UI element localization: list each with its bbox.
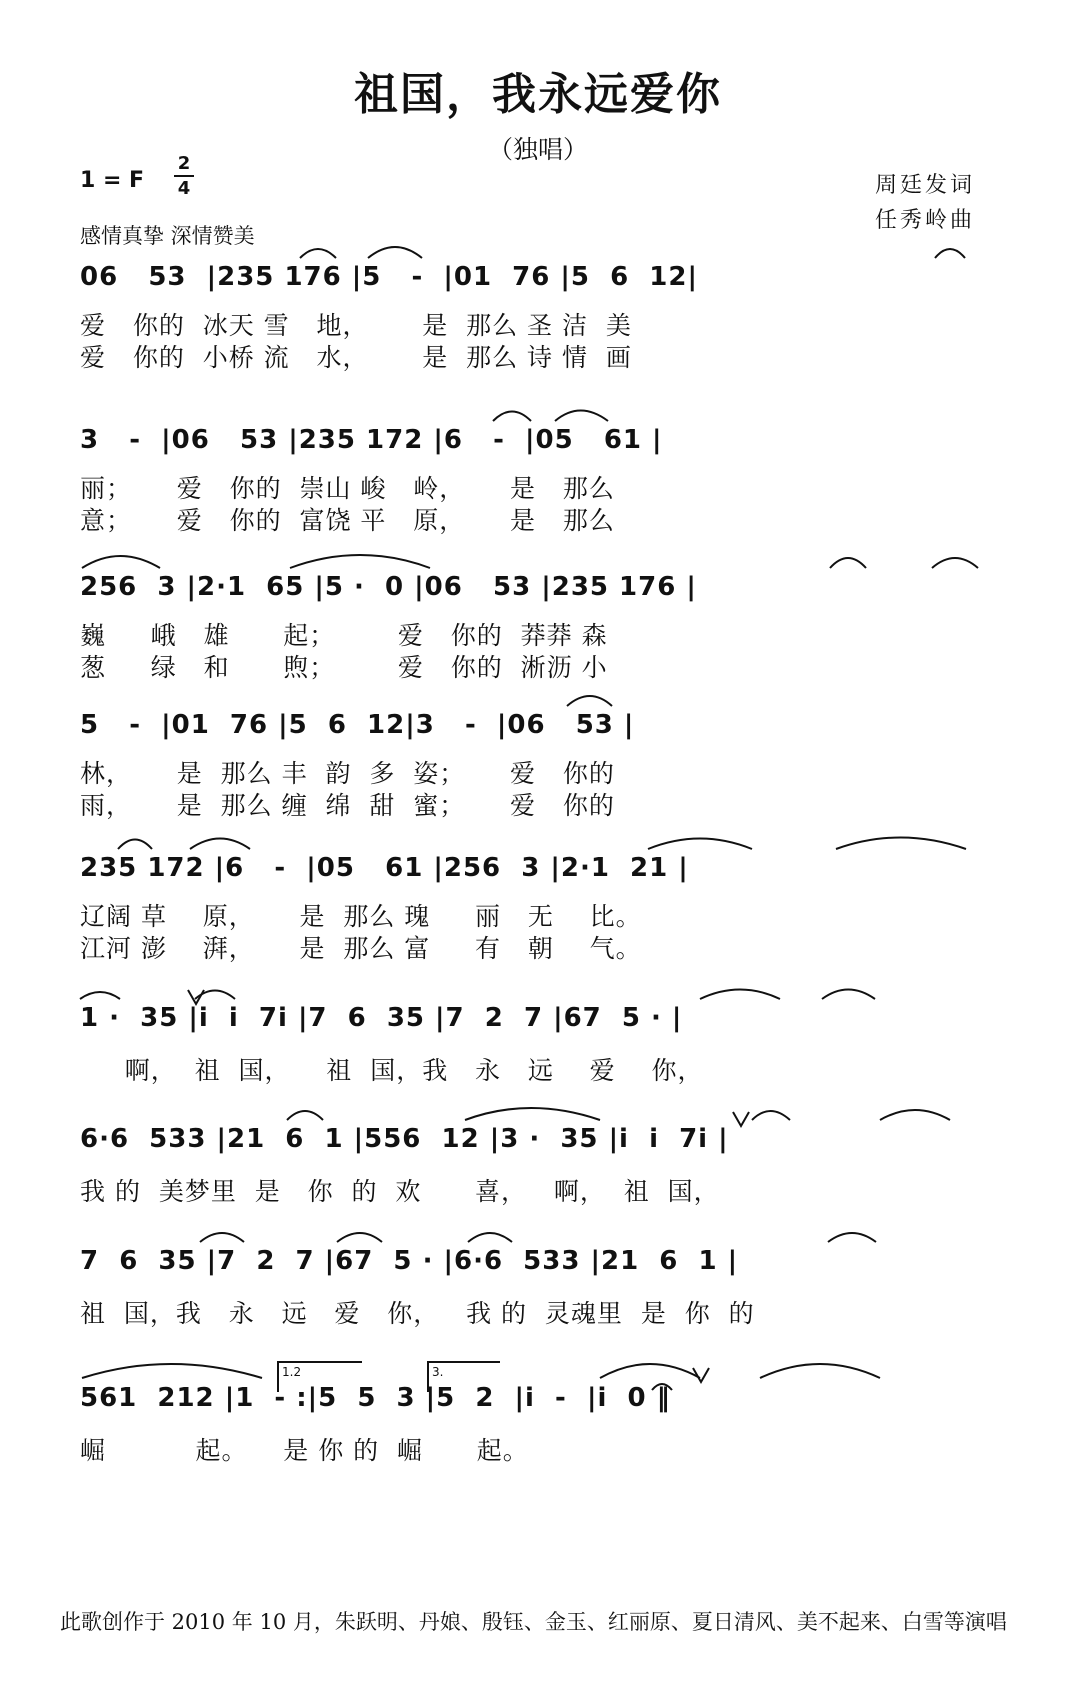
- slur: [932, 558, 978, 568]
- composer-credit: 任秀岭曲: [875, 208, 976, 233]
- slur: [80, 992, 120, 999]
- notation-row: 1 · 35 |i i 7i |7 6 35 |7 2 7 |67 5 · |: [80, 1003, 683, 1033]
- slur: [822, 990, 875, 1000]
- notation-row: 235 172 |6 - |05 61 |256 3 |2·1 21 |: [80, 853, 689, 883]
- lyric-verse-1: 辽阔 草 原， 是 那么 瑰 丽 无 比。: [80, 902, 642, 931]
- lyric-verse-1: 崛 起。 是 你 的 崛 起。: [80, 1436, 529, 1465]
- volta-label: 3.: [432, 1365, 444, 1379]
- footnote: 此歌创作于 2010 年 10 月，朱跃明、丹娘、殷钰、金玉、红丽原、夏日清风、美不起来、白雪等演唱: [60, 1610, 1007, 1634]
- lyric-verse-2: 爱 你的 小桥 流 水， 是 那么 诗 情 画: [80, 343, 632, 372]
- slur: [290, 555, 430, 568]
- notation-row: 561 212 |1 - :|5 5 3 |5 2 |i - |i 0 ‖: [80, 1383, 671, 1413]
- slur: [555, 411, 608, 422]
- notation-row: 7 6 35 |7 2 7 |67 5 · |6·6 533 |21 6 1 |: [80, 1246, 739, 1276]
- volta-label: 1.2: [282, 1365, 302, 1379]
- notation-row: 6·6 533 |21 6 1 |556 12 |3 · 35 |i i 7i |: [80, 1124, 729, 1154]
- breath-mark: [733, 1112, 749, 1126]
- slur: [368, 247, 422, 258]
- lyric-verse-1: 啊， 祖 国， 祖 国，我 永 远 爱 你，: [80, 1056, 704, 1085]
- lyric-verse-1: 我 的 美梦里 是 你 的 欢 喜， 啊， 祖 国，: [80, 1177, 720, 1206]
- slur: [760, 1364, 880, 1378]
- slur: [468, 1233, 512, 1242]
- slur: [287, 1111, 323, 1120]
- song-title: 祖国，我永远爱你: [354, 69, 722, 120]
- slur: [465, 1108, 600, 1120]
- lyric-verse-2: 江河 澎 湃， 是 那么 富 有 朝 气。: [80, 934, 642, 963]
- slur: [830, 558, 866, 568]
- slur: [82, 556, 160, 568]
- lyric-verse-2: 雨， 是 那么 缠 绵 甜 蜜； 爱 你的: [80, 791, 615, 820]
- song-subtitle: （独唱）: [487, 135, 588, 164]
- slur: [337, 1233, 382, 1242]
- lyric-verse-1: 巍 峨 雄 起； 爱 你的 莽莽 森: [80, 621, 608, 650]
- lyric-verse-1: 丽； 爱 你的 崇山 峻 岭， 是 那么: [80, 474, 615, 503]
- time-signature-top: 2: [177, 153, 191, 174]
- notation-row: 3 - |06 53 |235 172 |6 - |05 61 |: [80, 425, 663, 455]
- fermata: [652, 1384, 672, 1390]
- notation-row: 256 3 |2·1 65 |5 · 0 |06 53 |235 176 |: [80, 572, 697, 602]
- slur: [700, 990, 780, 1000]
- slur: [752, 1111, 790, 1120]
- tempo-marking: 感情真挚 深情赞美: [80, 224, 255, 248]
- lyric-verse-2: 葱 绿 和 煦； 爱 你的 淅沥 小: [80, 653, 608, 682]
- slur: [935, 249, 965, 258]
- lyric-verse-1: 祖 国，我 永 远 爱 你， 我 的 灵魂里 是 你 的: [80, 1299, 755, 1328]
- slur: [567, 696, 612, 706]
- slur: [600, 1364, 700, 1378]
- slur: [648, 839, 752, 850]
- slur: [200, 1233, 244, 1242]
- slur: [880, 1110, 950, 1120]
- lyric-verse-1: 林， 是 那么 丰 韵 多 姿； 爱 你的: [80, 759, 615, 788]
- slur: [493, 412, 531, 422]
- key-signature: 1 = F: [80, 168, 145, 193]
- slur: [190, 839, 250, 850]
- slur: [82, 1364, 262, 1378]
- notation-row: 5 - |01 76 |5 6 12|3 - |06 53 |: [80, 710, 635, 740]
- slur: [300, 249, 336, 258]
- lyric-verse-2: 意； 爱 你的 富饶 平 原， 是 那么: [80, 506, 615, 535]
- time-signature-bottom: 4: [177, 178, 191, 199]
- lyric-verse-1: 爱 你的 冰天 雪 地， 是 那么 圣 洁 美: [80, 311, 632, 340]
- lyricist-credit: 周廷发词: [875, 173, 976, 198]
- slur: [836, 838, 966, 850]
- slur: [828, 1233, 876, 1242]
- notation-row: 06 53 |235 176 |5 - |01 76 |5 6 12|: [80, 262, 698, 292]
- slur: [118, 840, 152, 850]
